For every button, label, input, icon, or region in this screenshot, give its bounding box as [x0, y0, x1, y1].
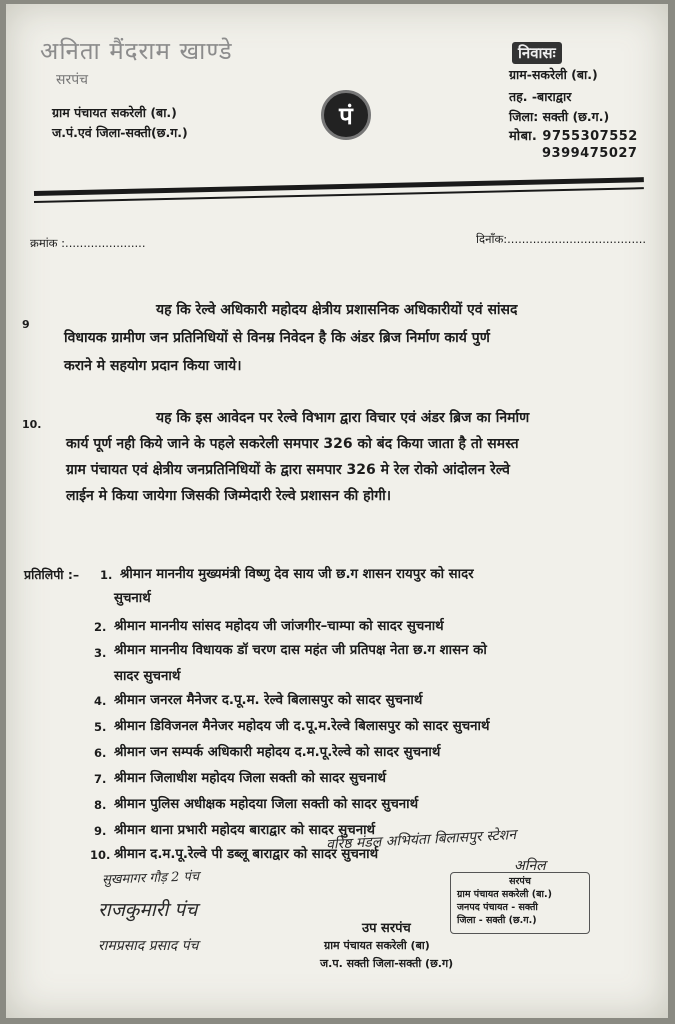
paragraph-line: कराने मे सहयोग प्रदान किया जाये।	[64, 358, 242, 374]
copy-line: श्रीमान माननीय सांसद महोदय जी जांजगीर–चाम्पा को सादर सुचनार्थ	[114, 619, 444, 634]
handwritten-note: वरिष्ठ मंडल अभियंता बिलासपुर स्टेशन	[325, 827, 517, 853]
copy-number: 5.	[94, 720, 107, 734]
residence-line: तह. -बाराद्वार	[509, 89, 572, 104]
sarpanch-stamp	[450, 872, 590, 934]
copy-to-label: प्रतिलिपी :–	[24, 567, 80, 582]
paragraph-line: ग्राम पंचायत एवं क्षेत्रीय जनप्रतिनिधियों के द्वारा समपार 326 मे रेल रोको आंदोलन रेल्वे	[66, 462, 510, 478]
stamp-line: जिला - सक्ती (छ.ग.)	[457, 915, 537, 926]
copy-line: श्रीमान माननीय मुख्यमंत्री विष्णु देव साय जी छ.ग शासन रायपुर को सादर	[120, 567, 474, 582]
copy-number: 1.	[100, 568, 113, 582]
copy-line: सुचनार्थ	[114, 591, 151, 606]
copy-number: 9.	[94, 824, 107, 838]
copy-number: 2.	[94, 620, 107, 634]
handwritten-signature: अनिल	[514, 858, 546, 874]
reference-number-field: क्रमांक :......................	[30, 236, 146, 250]
copy-line: सादर सुचनार्थ	[114, 669, 181, 684]
sender-name: अनिता मैंदराम खाण्डे	[40, 37, 233, 65]
copy-number: 8.	[94, 798, 107, 812]
handwritten-signature: रामप्रसाद प्रसाद पंच	[98, 938, 199, 954]
sender-district: ज.पं.एवं जिला-सक्ती(छ.ग.)	[52, 125, 188, 140]
stamp-line: ग्राम पंचायत सकरेली (बा.)	[457, 889, 552, 900]
copy-line: श्रीमान द.म.पू.रेल्वे पी डब्लू बाराद्वार को सादर सुचनार्थ	[114, 847, 379, 862]
copy-line: श्रीमान जन सम्पर्क अधिकारी महोदय द.म.पू.रेल्वे को सादर सुचनार्थ	[114, 745, 441, 760]
paragraph-number: 9	[22, 318, 30, 331]
copy-number: 3.	[94, 646, 107, 660]
upsarpanch-district: ज.प. सक्ती जिला-सक्ती (छ.ग)	[320, 957, 454, 970]
copy-line: श्रीमान पुलिस अधीक्षक महोदया जिला सक्ती को सादर सुचनार्थ	[114, 797, 419, 812]
handwritten-signature: सुखमागर गौड़ 2 पंच	[101, 869, 200, 888]
paragraph-line: यह कि इस आवेदन पर रेल्वे विभाग द्वारा विचार एवं अंडर ब्रिज का निर्माण	[156, 410, 530, 426]
paragraph-line: यह कि रेल्वे अधिकारी महोदय क्षेत्रीय प्रशासनिक अधिकारीयों एवं सांसद	[156, 302, 518, 318]
paragraph-line: विधायक ग्रामीण जन प्रतिनिधियों से विनम्र निवेदन है कि अंडर ब्रिज निर्माण कार्य पुर्ण	[64, 330, 490, 346]
stamp-line: जनपद पंचायत - सक्ती	[457, 902, 538, 913]
residence-title: निवासः	[512, 42, 562, 64]
handwritten-signature: राजकुमारी पंच	[98, 899, 198, 921]
mobile-number-2: 9399475027	[542, 146, 638, 161]
paragraph-line: कार्य पूर्ण नही किये जाने के पहले सकरेली समपार 326 को बंद किया जाता है तो समस्त	[66, 436, 519, 452]
paragraph-line: लाईन मे किया जायेगा जिसकी जिम्मेदारी रेल्वे प्रशासन की होगी।	[66, 488, 392, 504]
residence-line: ग्राम-सकरेली (बा.)	[509, 67, 598, 82]
copy-number: 10.	[90, 848, 111, 862]
copy-number: 4.	[94, 694, 107, 708]
paragraph-number: 10.	[22, 418, 42, 431]
copy-line: श्रीमान थाना प्रभारी महोदय बाराद्वार को सादर सुचनार्थ	[114, 823, 376, 838]
upsarpanch-title: उप सरपंच	[362, 921, 411, 936]
copy-line: श्रीमान जिलाधीश महोदय जिला सक्ती को सादर सुचनार्थ	[114, 771, 386, 786]
panchayat-logo-icon: पं	[321, 90, 371, 140]
copy-number: 7.	[94, 772, 107, 786]
copy-line: श्रीमान जनरल मैनेजर द.पू.म. रेल्वे बिलासपुर को सादर सुचनार्थ	[114, 693, 423, 708]
mobile-number: मोबा. 9755307552	[509, 129, 638, 144]
copy-number: 6.	[94, 746, 107, 760]
copy-line: श्रीमान डिविजनल मैनेजर महोदय जी द.पू.म.रेल्वे बिलासपुर को सादर सुचनार्थ	[114, 719, 490, 734]
stamp-title: सरपंच	[509, 876, 531, 887]
upsarpanch-panchayat: ग्राम पंचायत सकरेली (बा)	[324, 939, 430, 952]
residence-line: जिला: सक्ती (छ.ग.)	[509, 109, 610, 124]
sender-role: सरपंच	[56, 72, 89, 88]
sender-panchayat: ग्राम पंचायत सकरेली (बा.)	[52, 105, 177, 120]
copy-line: श्रीमान माननीय विधायक डॉ चरण दास महंत जी प्रतिपक्ष नेता छ.ग शासन को	[114, 643, 487, 658]
letter-page	[6, 4, 668, 1018]
date-field: दिनाँक:......................................	[476, 232, 647, 246]
